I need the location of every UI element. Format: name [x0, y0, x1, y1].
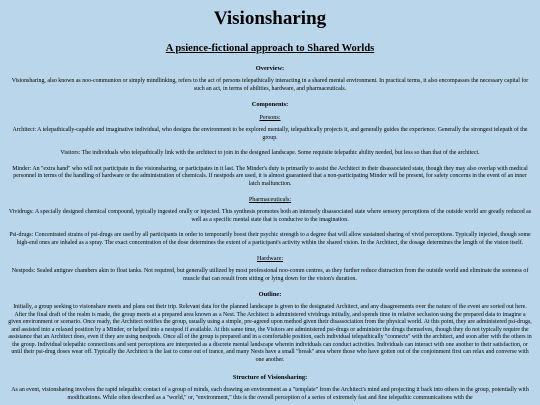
overview-text: Visionsharing, also known as noo-communion or simply mindlinking, refers to the act of persons telepathically interacting in a shared mental environment. In practical terms, it also encompasses the necessary capital for such an act, in terms of abilities, hardware, and pharmaceuticals.: [11, 78, 529, 92]
outline-text: Initially, a group seeking to visionshare meets and plans out their trip. Relevant data for the planned landscape is given to the designated Architect, and any disagreements over the nature of the event are sorted out here. After the final draft of the realm is made, the group meets at a prepared area known as a Nest. The Architect is administered vividrugs initially, and spends time in relative seclusion using the prepared data to imagine a given environment or scenario. Once ready, the Architect notifies the group, usually using a simple, pre-agreed upon method given their disassociation from the physical world. At this point, they are administered psi-drugs, and assisted into a relaxed position by a Minder, or helped into a nestpod if available. At this same time, the Visitors are administered psi-drugs or administer the drugs themselves, though they do not typically require the assistance that an Architect does, even if they are using nestpods. Once all of the group is prepared and in a comfortable position, each individual telepathically "connects" with the architect, and soon after with the others in the group. Individual telepathic connections and sent perceptions are interpreted as a discrete mental landscape wherein individuals can conduct activities. Individuals can interact with one another to their satisfaction, or until their psi-drug doses wear off. Typically the Architect is the last to come out of trance, and many Nests have a small "break" area where those who have gotten out of the conjoinment first can relax and converse with one another.: [8, 304, 532, 363]
vividrugs-text: Vividrugs: A specially designed chemical compound, typically ingested orally or injected. This synthesis promotes both an intensely disassociated state where sensory perceptions of the outside world are greatly reduced as well as a specific mental state that is conducive to the imagination.: [8, 209, 532, 223]
visitors-text: Visitors: The individuals who telepathically link with the architect to join in the designed landscape. Some requisite telepathic ability needed, but less so than that of the architect.: [60, 150, 480, 156]
overview-heading: Overview:: [255, 65, 285, 72]
architect-text: Architect: A telepathically-capable and imaginative individual, who designs the environment to be explored mentally, telepathically projects it, and generally guides the experience. Generally the strongest telepath of the group.: [12, 127, 528, 141]
page-title: Visionsharing: [213, 8, 327, 29]
page-subtitle: A psience-fictional approach to Shared Worlds: [165, 43, 375, 54]
structure-heading: Structure of Visionsharing:: [232, 374, 308, 381]
components-heading: Components:: [251, 101, 289, 108]
outline-heading: Outline:: [258, 291, 282, 298]
minder-text: Minder: An "extra hand" who will not participate in the visionsharing, or participates in it last. The Minder's duty is primarily to assist the Architect in their disassociated state, though they may also overlap with medical personnel in terms of the handling of hardware or the administration of chemicals. If nestpods are used, it is almost guaranteed that a non-participating Minder will be present, for safety concerns in the event of an inner latch malfunction.: [12, 165, 528, 187]
persons-heading: Persons:: [259, 114, 281, 121]
pharmaceuticals-heading: Pharmaceuticals:: [248, 196, 292, 203]
structure-text: As an event, visionsharing involves the rapid telepathic contact of a group of minds, each drawing an environment as a "template" from the Architect's mind and projecting it back into others in the group, potentially with modifications. While often described as a "world," or, "environment," this is the overall perception of a series of extremely fast and fine telepathic communications with the: [11, 387, 529, 401]
hardware-heading: Hardware:: [256, 255, 284, 262]
nestpods-text: Nestpods: Sealed antigrav chambers akin to float tanks. Not required, but generally utilized by most professional noo-comm centres, as they further reduce distraction from the outside world and eliminate the soreness of muscle that can result from sitting or lying down for the vision's duration.: [11, 268, 529, 282]
psidrugs-text: Psi-drugs: Concentrated strains of psi-drugs are used by all participants in order to temporarily boost their psychic strength to a degree that will allow sustained sharing of vivid perceptions. Typically injected, though some high-end ones are inhaled as a spray. The exact concentration of the dose determines the extent of a participant's activity within the shared vision. In the Architect, the dosage determines the length of the vision itself.: [9, 232, 531, 246]
